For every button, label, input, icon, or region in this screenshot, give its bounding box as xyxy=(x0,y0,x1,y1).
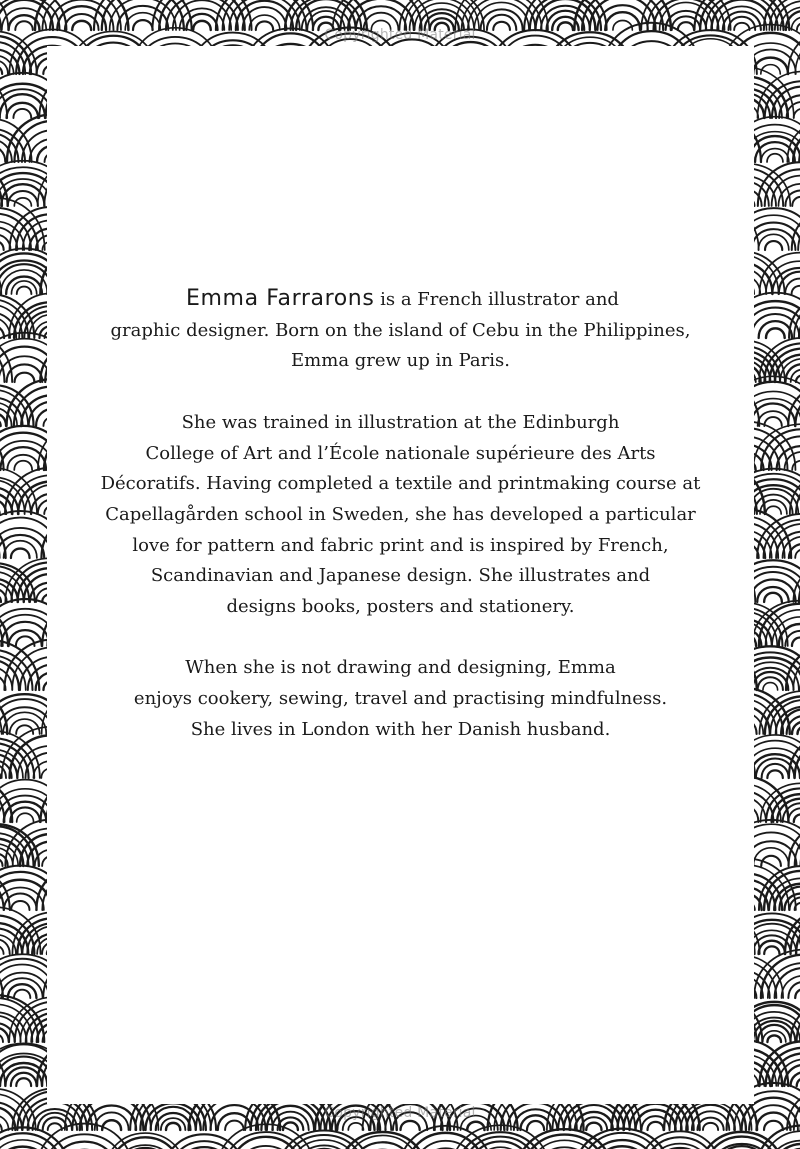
bio-line: enjoys cookery, sewing, travel and practising mindfulness. xyxy=(133,688,668,710)
arch-motif xyxy=(0,332,12,382)
paragraph-gap xyxy=(47,377,754,408)
bio-line: Emma grew up in Paris. xyxy=(291,350,510,372)
watermark-bottom: Copyrighted Material xyxy=(324,1105,476,1121)
arch-motif xyxy=(759,691,800,734)
author-name: Emma Farrarons xyxy=(186,286,375,311)
arch-motif xyxy=(758,162,800,206)
arch-motif xyxy=(36,1124,133,1149)
arch-motif xyxy=(0,907,41,954)
watermark-top: Copyrighted Material xyxy=(324,27,476,43)
bio-line: designs books, posters and stationery. xyxy=(226,596,575,618)
bio-text: is a French illustrator and xyxy=(374,289,619,310)
bio-line: She was trained in illustration at the Edinburgh xyxy=(181,411,620,433)
bio-line: Capellagården school in Sweden, she has developed a particular xyxy=(105,503,696,525)
bio-line: College of Art and l’École nationale supérieure des Arts xyxy=(145,442,656,464)
arch-motif xyxy=(524,0,606,30)
bio-line: Décoratifs. Having completed a textile and printmaking course at xyxy=(100,473,701,495)
bio-line: Scandinavian and Japanese design. She illustrates and xyxy=(150,565,651,587)
bio-line: She lives in London with her Danish husband. xyxy=(190,718,611,740)
bio-line: When she is not drawing and designing, Emma xyxy=(185,657,616,679)
author-bio xyxy=(47,284,754,746)
arch-motif xyxy=(754,950,800,998)
bio-line: love for pattern and fabric print and is inspired by French, xyxy=(132,534,669,556)
arch-motif xyxy=(0,0,66,30)
paragraph-gap xyxy=(47,623,754,654)
bio-line xyxy=(47,284,754,316)
arch-motif xyxy=(339,1132,426,1149)
bio-line: graphic designer. Born on the island of Cebu in the Philippines, xyxy=(110,319,691,341)
arch-motif xyxy=(759,1041,800,1086)
arch-motif xyxy=(759,866,800,910)
